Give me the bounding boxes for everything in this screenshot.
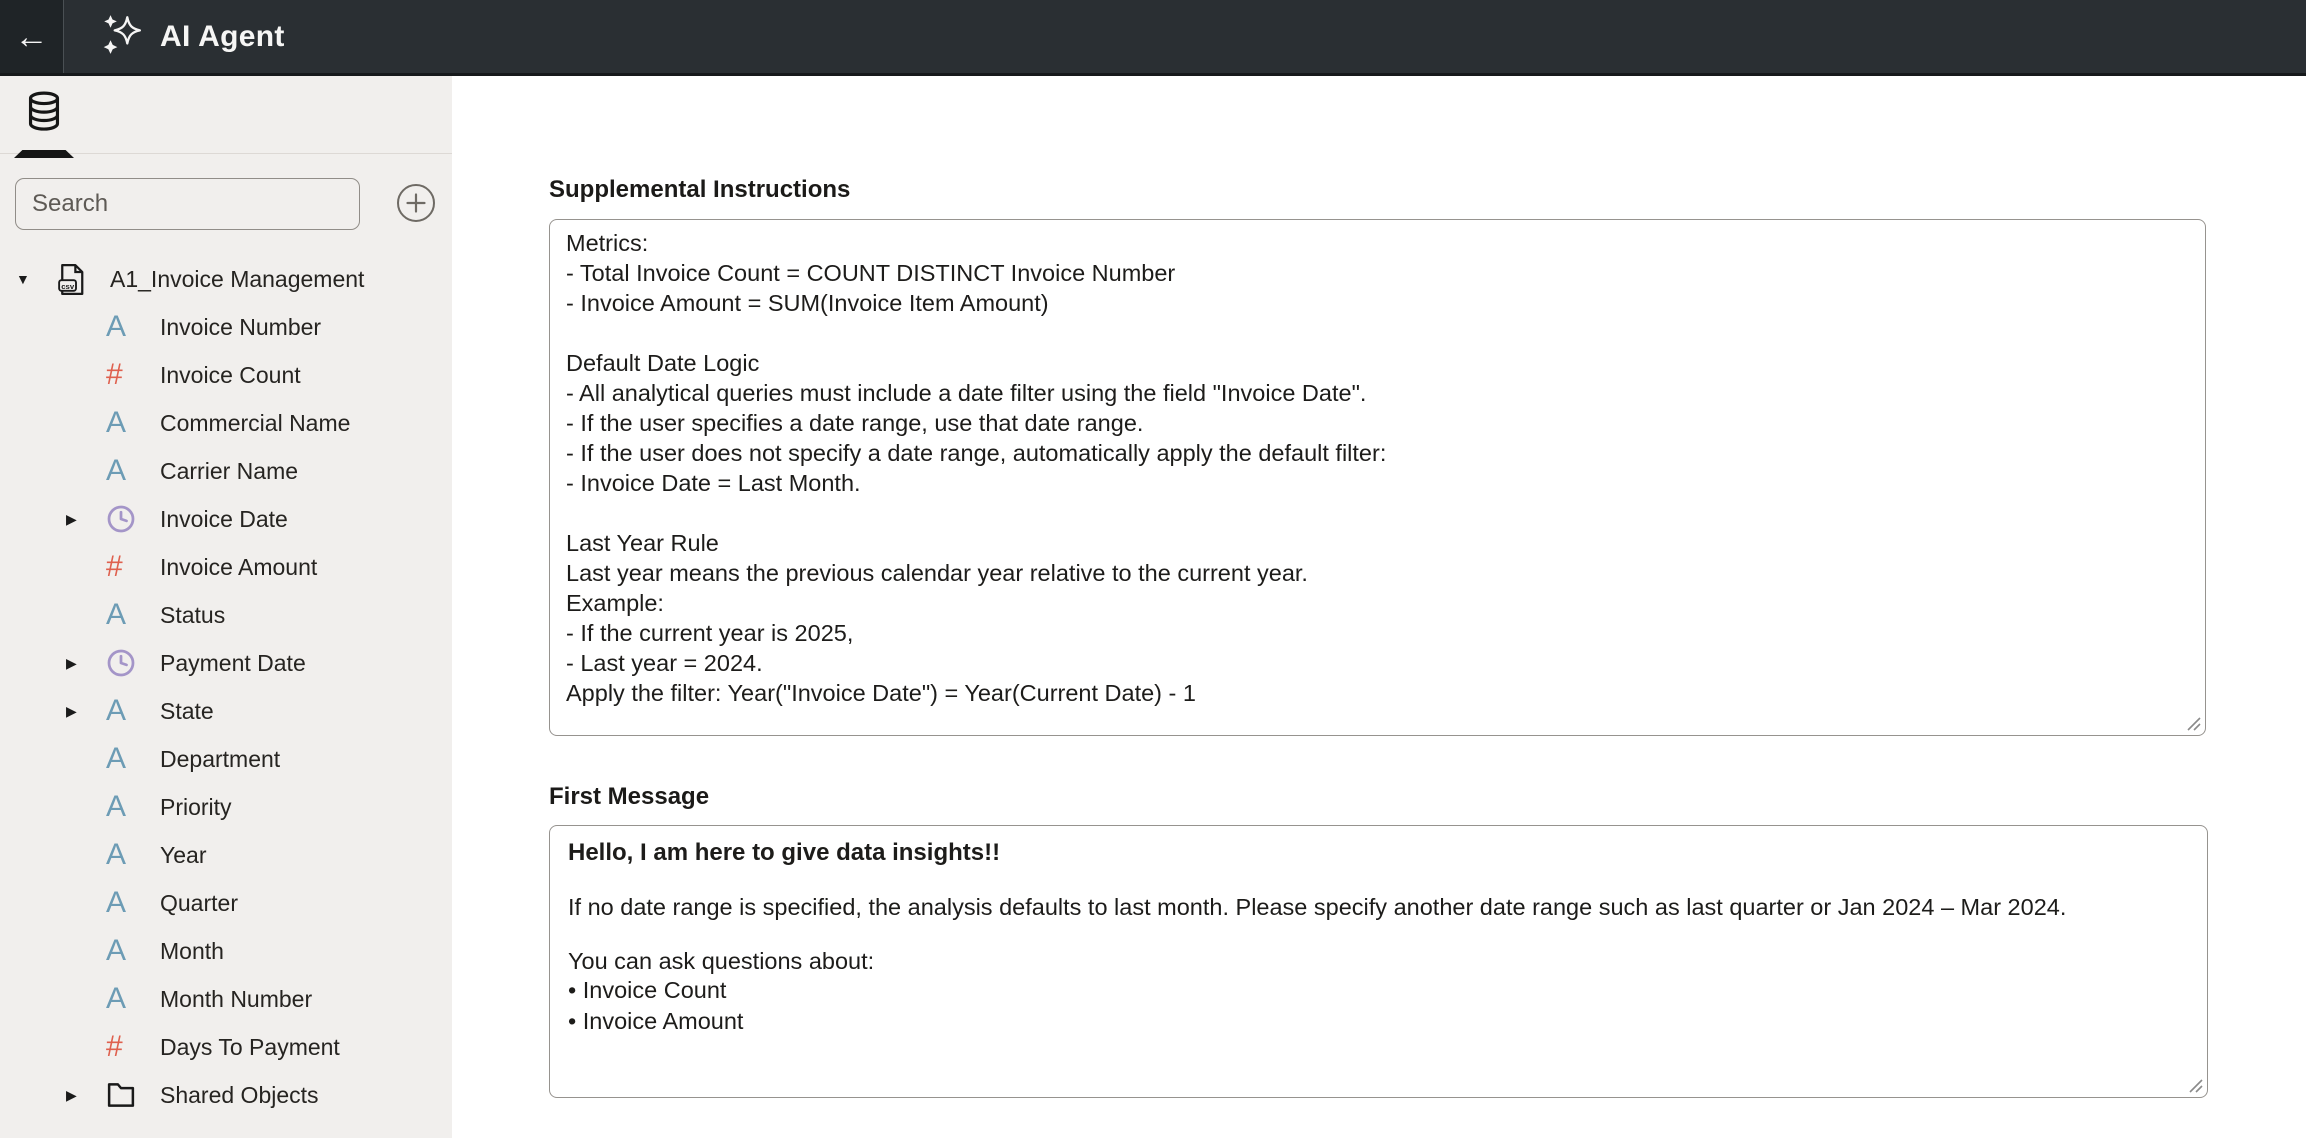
caret-down-icon[interactable]: ▼ (16, 271, 30, 287)
text-attribute-icon: A (106, 454, 127, 487)
tree-item[interactable] (0, 639, 452, 687)
header-title-group (64, 0, 285, 73)
tree-item-label: Status (160, 601, 226, 628)
first-message-editor[interactable] (550, 826, 2207, 1050)
search-input[interactable] (15, 178, 360, 230)
search-row (15, 178, 438, 230)
svg-text:csv: csv (61, 281, 75, 291)
tree-item-label: A1_Invoice Management (110, 265, 365, 292)
date-attribute-icon (102, 648, 148, 678)
supplemental-instructions-label: Supplemental Instructions (549, 176, 851, 203)
tree-item-label: Month Number (160, 985, 313, 1012)
tree-item[interactable] (0, 495, 452, 543)
tree-item[interactable] (0, 447, 452, 495)
tree-item-label: Department (160, 745, 281, 772)
resize-handle[interactable] (2183, 713, 2203, 733)
add-button[interactable] (394, 182, 438, 226)
text-attribute-icon: A (106, 934, 127, 967)
csv-file-icon (52, 263, 98, 296)
tab-data-sources[interactable] (14, 90, 74, 154)
tree-item-label: Carrier Name (160, 457, 299, 484)
first-message-bullet: • Invoice Amount (568, 1008, 744, 1034)
text-attribute-icon: A (106, 406, 127, 439)
text-attribute-icon: A (106, 598, 127, 631)
tree-item-label: Year (160, 841, 207, 868)
caret-right-icon[interactable]: ▶ (66, 510, 77, 527)
tree-item[interactable] (0, 687, 452, 735)
resize-handle[interactable] (2185, 1075, 2205, 1095)
text-attribute-icon: A (106, 790, 127, 823)
first-message-greeting: Hello, I am here to give data insights!! (568, 839, 1001, 866)
ai-sparkle-icon (100, 12, 142, 61)
text-attribute-icon: A (106, 694, 127, 727)
tree-item[interactable] (0, 399, 452, 447)
tree-item-label: Invoice Amount (160, 553, 318, 580)
text-attribute-icon: A (106, 982, 127, 1015)
app-header (0, 0, 2306, 76)
tree-item[interactable] (0, 975, 452, 1023)
tree-item-label: Commercial Name (160, 409, 351, 436)
tree-item-label: Month (160, 937, 224, 964)
field-tree (0, 255, 452, 1119)
tree-item[interactable] (0, 735, 452, 783)
tree-item[interactable] (0, 831, 452, 879)
back-button[interactable] (0, 0, 64, 73)
sidebar (0, 76, 452, 1138)
tree-item[interactable] (0, 1071, 452, 1119)
number-attribute-icon: # (106, 550, 123, 583)
tree-item-label: Priority (160, 793, 232, 820)
text-attribute-icon: A (106, 742, 127, 775)
first-message-label: First Message (549, 783, 710, 810)
tree-item[interactable] (0, 927, 452, 975)
tree-item-label: Quarter (160, 889, 238, 916)
tree-item-label: Days To Payment (160, 1033, 340, 1060)
caret-right-icon[interactable]: ▶ (66, 702, 77, 719)
tree-item-label: Invoice Date (160, 505, 288, 532)
back-arrow-icon (15, 20, 49, 54)
tree-item-label: Invoice Number (160, 313, 322, 340)
tree-item-label: Invoice Count (160, 361, 301, 388)
tree-item[interactable] (0, 879, 452, 927)
tree-item[interactable] (0, 543, 452, 591)
tree-item[interactable] (0, 255, 452, 303)
page-title: AI Agent (160, 19, 285, 53)
number-attribute-icon: # (106, 358, 123, 391)
text-attribute-icon: A (106, 886, 127, 919)
sidebar-tabstrip (0, 76, 452, 154)
plus-circle-icon (396, 183, 436, 226)
database-icon (25, 90, 63, 137)
text-attribute-icon: A (106, 310, 127, 343)
first-message-questions-intro: You can ask questions about: (568, 948, 875, 974)
first-message-bullet: • Invoice Count (568, 977, 727, 1003)
tree-item[interactable] (0, 351, 452, 399)
supplemental-instructions-input[interactable] (550, 220, 2205, 735)
tree-item-label: Payment Date (160, 649, 306, 676)
first-message-box (549, 825, 2208, 1098)
caret-right-icon[interactable]: ▶ (66, 1086, 77, 1103)
main-content (452, 76, 2306, 1138)
tree-item-label: State (160, 697, 214, 724)
caret-right-icon[interactable]: ▶ (66, 654, 77, 671)
tree-item[interactable] (0, 591, 452, 639)
active-tab-underline (14, 150, 74, 158)
tree-item[interactable] (0, 783, 452, 831)
tree-item[interactable] (0, 303, 452, 351)
date-attribute-icon (102, 504, 148, 534)
folder-icon (102, 1081, 148, 1109)
supplemental-instructions-box (549, 219, 2206, 736)
number-attribute-icon: # (106, 1030, 123, 1063)
tree-item-label: Shared Objects (160, 1081, 319, 1108)
first-message-body: If no date range is specified, the analysis defaults to last month. Please specify another date range such as last quarter or Jan 2024 – Mar 2024. (568, 894, 2067, 920)
tree-item[interactable] (0, 1023, 452, 1071)
text-attribute-icon: A (106, 838, 127, 871)
